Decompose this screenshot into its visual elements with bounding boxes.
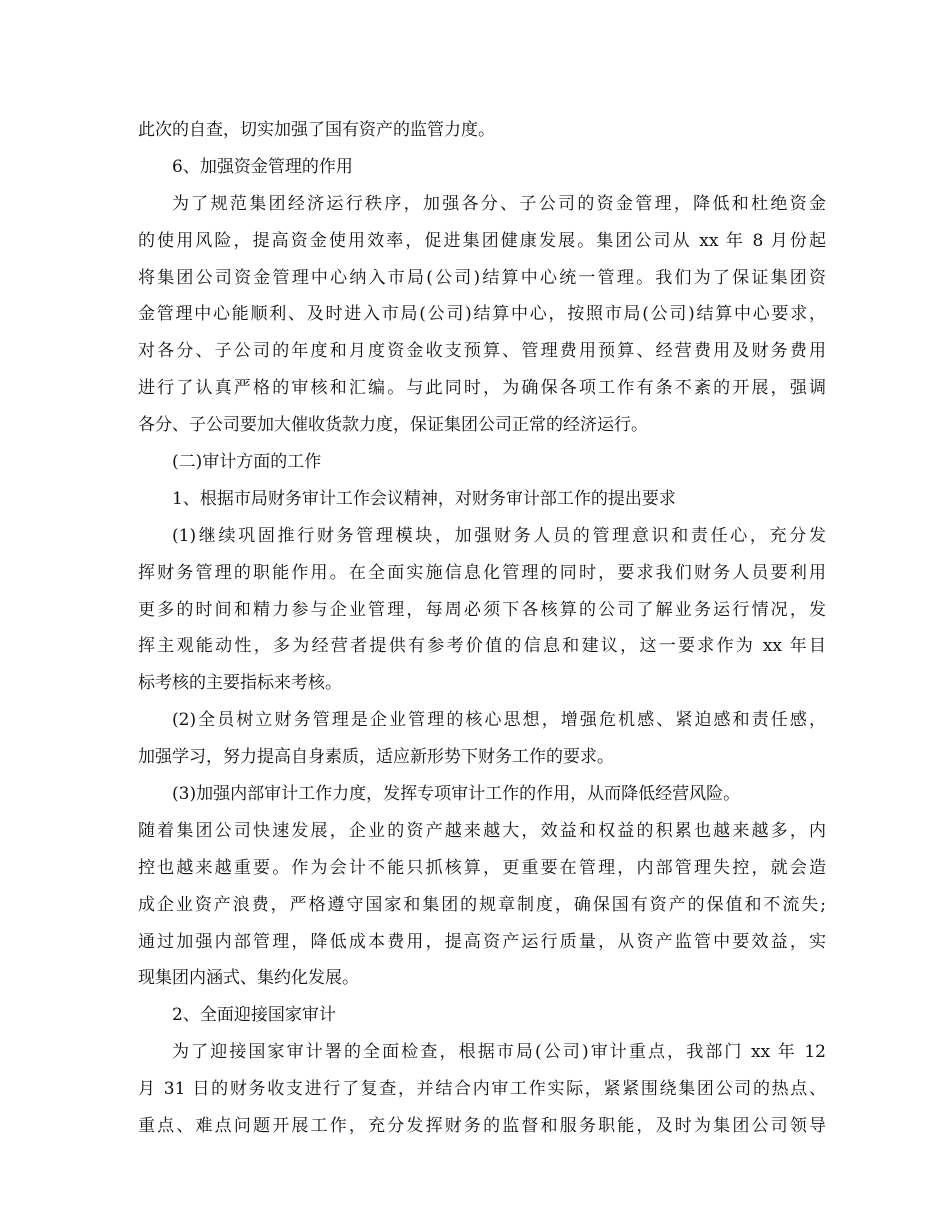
paragraph-line: 进行了认真严格的审核和汇编。与此同时，为确保各项工作有条不紊的开展，强调 [138, 378, 826, 399]
paragraph-line: (2)全员树立财务管理是企业管理的核心思想，增强危机感、紧迫感和责任感， [172, 710, 826, 731]
paragraph-line: 对各分、子公司的年度和月度资金收支预算、管理费用预算、经营费用及财务费用 [138, 341, 826, 362]
paragraph-line: 加强学习，努力提高自身素质，适应新形势下财务工作的要求。 [138, 747, 614, 768]
paragraph-line: 此次的自查，切实加强了国有资产的监管力度。 [138, 120, 495, 140]
paragraph-line: 随着集团公司快速发展，企业的资产越来越大，效益和权益的积累也越来越多，内 [138, 820, 826, 841]
document-body [138, 112, 826, 1145]
paragraph-line: 将集团公司资金管理中心纳入市局(公司)结算中心统一管理。我们为了保证集团资 [138, 267, 826, 288]
paragraph-line: 现集团内涵式、集约化发展。 [138, 968, 359, 989]
paragraph-line: 挥主观能动性，多为经营者提供有参考价值的信息和建议，这一要求作为 xx 年目 [138, 636, 826, 657]
section-heading: (二)审计方面的工作 [172, 452, 322, 473]
section-heading: 2、全面迎接国家审计 [172, 1005, 336, 1026]
paragraph-line: (1)继续巩固推行财务管理模块，加强财务人员的管理意识和责任心，充分发 [172, 525, 826, 546]
paragraph-line: 更多的时间和精力参与企业管理，每周必须下各核算的公司了解业务运行情况，发 [138, 599, 826, 620]
paragraph-line: 挥财务管理的职能作用。在全面实施信息化管理的同时，要求我们财务人员要利用 [138, 562, 826, 583]
paragraph-line: 重点、难点问题开展工作，充分发挥财务的监督和服务职能，及时为集团公司领导 [138, 1116, 826, 1137]
paragraph-line: 为了迎接国家审计署的全面检查，根据市局(公司)审计重点，我部门 xx 年 12 [172, 1042, 826, 1063]
paragraph-line: 控也越来越重要。作为会计不能只抓核算，更重要在管理，内部管理失控，就会造 [138, 857, 826, 878]
paragraph-line: (3)加强内部审计工作力度，发挥专项审计工作的作用，从而降低经营风险。 [172, 784, 741, 805]
paragraph-line: 标考核的主要指标来考核。 [138, 673, 342, 694]
paragraph-line: 金管理中心能顺利、及时进入市局(公司)结算中心，按照市局(公司)结算中心要求， [138, 304, 826, 325]
paragraph-line: 通过加强内部管理，降低成本费用，提高资产运行质量，从资产监管中要效益，实 [138, 931, 826, 952]
paragraph-line: 的使用风险，提高资金使用效率，促进集团健康发展。集团公司从 xx 年 8 月份起 [138, 230, 826, 251]
paragraph-line: 成企业资产浪费，严格遵守国家和集团的规章制度，确保国有资产的保值和不流失; [138, 894, 826, 915]
section-heading: 6、加强资金管理的作用 [172, 156, 353, 177]
paragraph-line: 月 31 日的财务收支进行了复查，并结合内审工作实际，紧紧围绕集团公司的热点、 [138, 1079, 826, 1100]
paragraph-line: 为了规范集团经济运行秩序，加强各分、子公司的资金管理，降低和杜绝资金 [172, 193, 826, 214]
section-heading: 1、根据市局财务审计工作会议精神，对财务审计部工作的提出要求 [172, 488, 676, 509]
paragraph-line: 各分、子公司要加大催收货款力度，保证集团公司正常的经济运行。 [138, 415, 648, 436]
